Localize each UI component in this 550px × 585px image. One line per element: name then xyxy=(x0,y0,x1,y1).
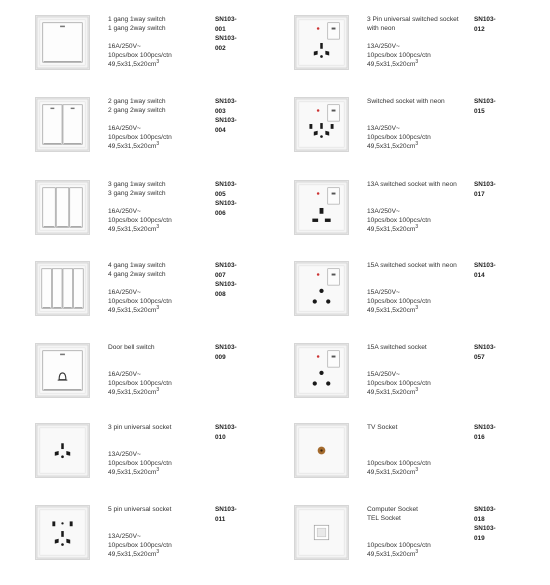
carton-size-value: 49,5x31,5x20cm xyxy=(108,61,157,68)
product-code: SN103-015 xyxy=(474,98,496,115)
product-name: 5 pin universal socket xyxy=(108,506,172,513)
product-name: TV Socket xyxy=(367,424,398,431)
product-codes xyxy=(215,15,237,53)
carton-size-value: 49,5x31,5x20cm xyxy=(367,307,416,314)
switch-rocker-3 xyxy=(63,269,73,309)
switch-rocker-2 xyxy=(52,269,62,309)
spacer xyxy=(367,432,471,441)
rating-text: 13A/250V~ xyxy=(367,208,400,215)
spacer xyxy=(108,279,212,288)
product-name: 13A switched socket with neon xyxy=(367,181,457,188)
rating-text: 16A/250V~ xyxy=(108,208,141,215)
spacer xyxy=(367,270,471,279)
15a-switched-socket-icon xyxy=(294,343,349,398)
product-code: SN103-012 xyxy=(474,16,496,33)
switch-rocker xyxy=(328,105,340,121)
carton-size-value: 49,5x31,5x20cm xyxy=(108,469,157,476)
switch-rocker-2 xyxy=(56,188,69,228)
cubic-superscript: 3 xyxy=(415,223,419,230)
product-codes xyxy=(215,180,237,218)
product-name: 3 Pin universal switched socket xyxy=(367,16,459,23)
cubic-superscript: 3 xyxy=(156,58,160,65)
packing-text: 10pcs/box 100pcs/ctn xyxy=(108,134,172,141)
spacer xyxy=(367,450,471,459)
product-name: 3 pin universal socket xyxy=(108,424,172,431)
product-image xyxy=(295,424,348,477)
cubic-superscript: 3 xyxy=(156,140,160,147)
tv-socket-icon xyxy=(294,423,349,478)
product-codes xyxy=(215,505,237,524)
four-gang-switch-icon xyxy=(35,261,90,316)
product-codes xyxy=(215,423,237,442)
carton-size xyxy=(108,550,212,559)
product-description xyxy=(108,343,212,397)
spacer xyxy=(367,106,471,115)
product-image xyxy=(36,424,89,477)
product-codes xyxy=(474,180,496,199)
cubic-superscript: 3 xyxy=(156,548,160,555)
packing-text: 10pcs/box 100pcs/ctn xyxy=(367,52,431,59)
packing-text: 10pcs/box 100pcs/ctn xyxy=(108,298,172,305)
carton-size xyxy=(108,142,212,151)
spacer xyxy=(108,198,212,207)
product-image xyxy=(295,98,348,151)
switch-rocker-left xyxy=(43,105,62,145)
spacer xyxy=(367,33,471,42)
product-codes xyxy=(215,97,237,135)
product-image xyxy=(36,344,89,397)
carton-size-value: 49,5x31,5x20cm xyxy=(108,389,157,396)
rating-text: 13A/250V~ xyxy=(367,43,400,50)
15a-switched-socket-neon-icon xyxy=(294,261,349,316)
product-codes xyxy=(474,97,496,116)
product-codes xyxy=(215,343,237,362)
multi-switched-socket-neon-icon xyxy=(294,97,349,152)
two-gang-switch-icon xyxy=(35,97,90,152)
rating-text: 15A/250V~ xyxy=(367,289,400,296)
carton-size xyxy=(367,225,471,234)
three-pin-universal-socket-icon xyxy=(35,423,90,478)
product-image xyxy=(295,506,348,559)
product-description xyxy=(108,97,212,151)
product-codes xyxy=(474,423,496,442)
packing-text: 10pcs/box 100pcs/ctn xyxy=(367,298,431,305)
spacer xyxy=(367,532,471,541)
product-description xyxy=(108,261,212,315)
spacer xyxy=(108,33,212,42)
product-name: 4 gang 2way switch xyxy=(108,271,166,278)
carton-size-value: 49,5x31,5x20cm xyxy=(367,226,416,233)
neon-indicator xyxy=(317,27,320,30)
spacer xyxy=(108,523,212,532)
carton-size-value: 49,5x31,5x20cm xyxy=(367,469,416,476)
cubic-superscript: 3 xyxy=(156,223,160,230)
door-bell-switch-icon xyxy=(35,343,90,398)
cubic-superscript: 3 xyxy=(415,58,419,65)
carton-size xyxy=(367,60,471,69)
product-name: 2 gang 2way switch xyxy=(108,107,166,114)
cubic-superscript: 3 xyxy=(156,466,160,473)
carton-size-value: 49,5x31,5x20cm xyxy=(108,551,157,558)
product-code: SN103-006 xyxy=(215,200,237,217)
product-code: SN103-005 xyxy=(215,181,237,198)
rating-text: 15A/250V~ xyxy=(367,371,400,378)
product-code: SN103-008 xyxy=(215,281,237,298)
spacer xyxy=(108,441,212,450)
switch-rocker xyxy=(43,23,83,63)
product-description xyxy=(367,343,471,397)
product-code: SN103-016 xyxy=(474,424,496,441)
product-code: SN103-004 xyxy=(215,117,237,134)
carton-size-value: 49,5x31,5x20cm xyxy=(108,226,157,233)
product-image xyxy=(36,262,89,315)
product-description xyxy=(367,261,471,315)
product-image xyxy=(295,181,348,234)
product-name: TEL Socket xyxy=(367,515,401,522)
spacer xyxy=(367,523,471,532)
neon-indicator xyxy=(317,273,320,276)
neon-indicator xyxy=(317,192,320,195)
product-name: 2 gang 1way switch xyxy=(108,98,166,105)
switch-rocker xyxy=(328,351,340,367)
product-code: SN103-018 xyxy=(474,506,496,523)
carton-size xyxy=(108,468,212,477)
product-name: Door bell switch xyxy=(108,344,155,351)
computer-tel-socket-icon xyxy=(294,505,349,560)
product-codes xyxy=(474,343,496,362)
product-code: SN103-009 xyxy=(215,344,237,361)
carton-size xyxy=(367,550,471,559)
carton-size-value: 49,5x31,5x20cm xyxy=(108,143,157,150)
rating-text: 16A/250V~ xyxy=(108,43,141,50)
five-pin-universal-socket-icon xyxy=(35,505,90,560)
carton-size-value: 49,5x31,5x20cm xyxy=(367,389,416,396)
rating-text: 13A/250V~ xyxy=(108,451,141,458)
product-name: 3 gang 1way switch xyxy=(108,181,166,188)
packing-text: 10pcs/box 100pcs/ctn xyxy=(108,380,172,387)
neon-indicator xyxy=(317,355,320,358)
product-code: SN103-019 xyxy=(474,525,496,542)
product-name: 3 gang 2way switch xyxy=(108,190,166,197)
spacer xyxy=(367,279,471,288)
spacer xyxy=(367,198,471,207)
product-name: with neon xyxy=(367,25,396,32)
product-description xyxy=(367,505,471,559)
switch-rocker xyxy=(43,351,83,391)
product-codes xyxy=(215,261,237,299)
product-image xyxy=(295,16,348,69)
switch-rocker xyxy=(328,188,340,204)
product-description xyxy=(367,15,471,69)
13a-switched-socket-neon-icon xyxy=(294,180,349,235)
packing-text: 10pcs/box 100pcs/ctn xyxy=(367,134,431,141)
carton-size-value: 49,5x31,5x20cm xyxy=(108,307,157,314)
product-code: SN103-001 xyxy=(215,16,237,33)
rating-text: 16A/250V~ xyxy=(108,125,141,132)
spacer xyxy=(367,189,471,198)
spacer xyxy=(108,432,212,441)
product-image xyxy=(295,262,348,315)
spacer xyxy=(108,115,212,124)
product-code: SN103-010 xyxy=(215,424,237,441)
rating-text: 13A/250V~ xyxy=(367,125,400,132)
spacer xyxy=(367,441,471,450)
product-codes xyxy=(474,15,496,34)
cubic-superscript: 3 xyxy=(415,140,419,147)
product-image xyxy=(36,16,89,69)
product-image xyxy=(36,506,89,559)
packing-text: 10pcs/box 100pcs/ctn xyxy=(367,460,431,467)
product-description xyxy=(108,15,212,69)
cubic-superscript: 3 xyxy=(156,304,160,311)
rating-text: 16A/250V~ xyxy=(108,371,141,378)
spacer xyxy=(108,352,212,361)
neon-indicator xyxy=(317,109,320,112)
carton-size xyxy=(108,306,212,315)
switched-universal-socket-neon-icon xyxy=(294,15,349,70)
spacer xyxy=(108,361,212,370)
packing-text: 10pcs/box 100pcs/ctn xyxy=(367,217,431,224)
carton-size xyxy=(108,388,212,397)
switch-rocker xyxy=(328,23,340,39)
switch-rocker-right xyxy=(63,105,82,145)
packing-text: 10pcs/box 100pcs/ctn xyxy=(108,460,172,467)
product-name: 1 gang 2way switch xyxy=(108,25,166,32)
cubic-superscript: 3 xyxy=(415,466,419,473)
spacer xyxy=(367,361,471,370)
switch-rocker-3 xyxy=(70,188,83,228)
product-code: SN103-014 xyxy=(474,262,496,279)
one-gang-switch-icon xyxy=(35,15,90,70)
switch-rocker-1 xyxy=(42,269,52,309)
cubic-superscript: 3 xyxy=(156,386,160,393)
cubic-superscript: 3 xyxy=(415,548,419,555)
carton-size xyxy=(367,142,471,151)
product-codes xyxy=(474,261,496,280)
switch-rocker-4 xyxy=(74,269,84,309)
product-code: SN103-007 xyxy=(215,262,237,279)
switch-rocker xyxy=(328,269,340,285)
packing-text: 10pcs/box 100pcs/ctn xyxy=(367,380,431,387)
carton-size xyxy=(367,306,471,315)
product-description xyxy=(367,423,471,477)
product-name: 4 gang 1way switch xyxy=(108,262,166,269)
cubic-superscript: 3 xyxy=(415,386,419,393)
rating-text: 13A/250V~ xyxy=(108,533,141,540)
product-code: SN103-011 xyxy=(215,506,237,523)
spacer xyxy=(367,115,471,124)
spacer xyxy=(108,514,212,523)
product-name: 15A switched socket with neon xyxy=(367,262,457,269)
product-name: Computer Socket xyxy=(367,506,418,513)
product-name: 1 gang 1way switch xyxy=(108,16,166,23)
product-name: 15A switched socket xyxy=(367,344,427,351)
product-description xyxy=(367,180,471,234)
product-code: SN103-057 xyxy=(474,344,496,361)
product-image xyxy=(295,344,348,397)
carton-size-value: 49,5x31,5x20cm xyxy=(367,143,416,150)
cubic-superscript: 3 xyxy=(415,304,419,311)
rating-text: 16A/250V~ xyxy=(108,289,141,296)
switch-rocker-1 xyxy=(43,188,56,228)
three-gang-switch-icon xyxy=(35,180,90,235)
product-code: SN103-017 xyxy=(474,181,496,198)
carton-size xyxy=(108,60,212,69)
product-description xyxy=(108,180,212,234)
product-image xyxy=(36,181,89,234)
spacer xyxy=(367,352,471,361)
product-image xyxy=(36,98,89,151)
packing-text: 10pcs/box 100pcs/ctn xyxy=(108,52,172,59)
carton-size-value: 49,5x31,5x20cm xyxy=(367,61,416,68)
carton-size xyxy=(108,225,212,234)
product-codes xyxy=(474,505,496,543)
carton-size-value: 49,5x31,5x20cm xyxy=(367,551,416,558)
product-description xyxy=(108,423,212,477)
product-description xyxy=(367,97,471,151)
packing-text: 10pcs/box 100pcs/ctn xyxy=(367,542,431,549)
product-code: SN103-003 xyxy=(215,98,237,115)
packing-text: 10pcs/box 100pcs/ctn xyxy=(108,217,172,224)
packing-text: 10pcs/box 100pcs/ctn xyxy=(108,542,172,549)
product-description xyxy=(108,505,212,559)
carton-size xyxy=(367,468,471,477)
product-name: Switched socket with neon xyxy=(367,98,445,105)
product-code: SN103-002 xyxy=(215,35,237,52)
carton-size xyxy=(367,388,471,397)
